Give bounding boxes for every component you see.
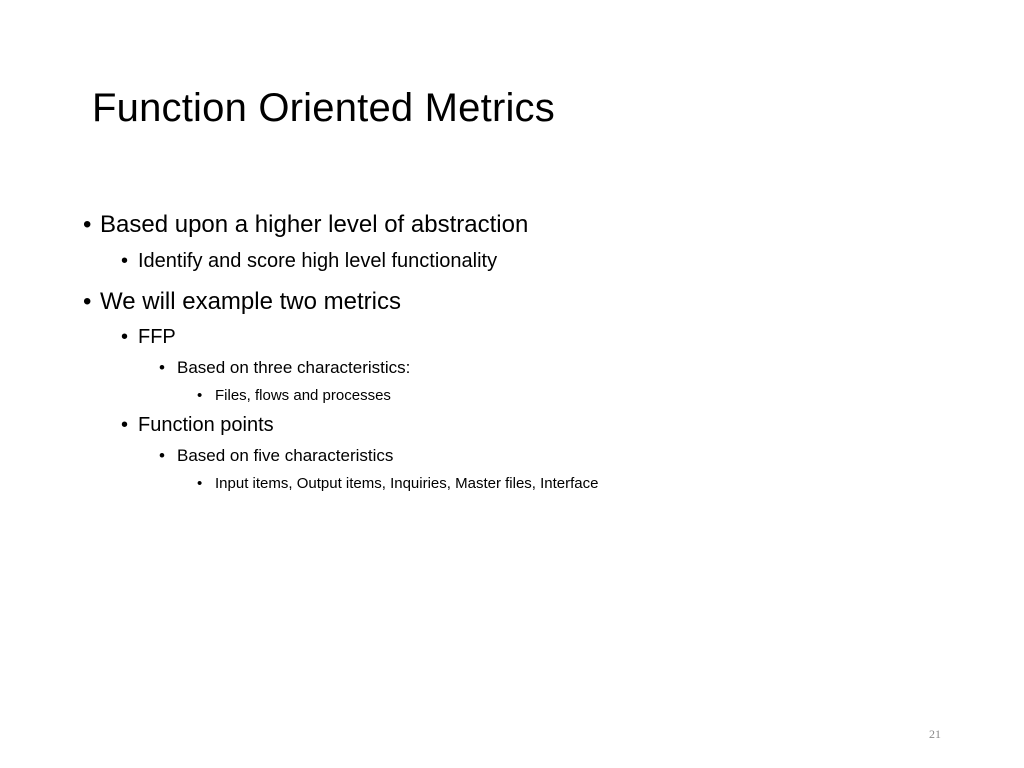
bullet-dot-icon: • bbox=[197, 387, 203, 404]
bullet-dot-icon: • bbox=[159, 358, 165, 377]
bullet-dot-icon: • bbox=[83, 288, 92, 315]
bullet-text: Based on three characteristics: bbox=[177, 358, 411, 377]
slide-number: 21 bbox=[929, 727, 941, 741]
bullet-dot-icon: • bbox=[121, 326, 129, 348]
bullet-text: Based upon a higher level of abstraction bbox=[100, 211, 529, 238]
bullet-text: Files, flows and processes bbox=[215, 387, 391, 404]
bullet-item bbox=[159, 359, 410, 376]
bullet-text: FFP bbox=[138, 326, 176, 348]
bullet-item bbox=[159, 447, 393, 464]
bullet-text: Identify and score high level functionality bbox=[138, 250, 498, 272]
bullet-item bbox=[197, 388, 391, 403]
bullet-dot-icon: • bbox=[121, 414, 129, 436]
slide-title: Function Oriented Metrics bbox=[92, 86, 555, 130]
bullet-text: Based on five characteristics bbox=[177, 446, 394, 465]
bullet-item bbox=[197, 476, 599, 491]
bullet-dot-icon: • bbox=[197, 475, 203, 492]
bullet-dot-icon: • bbox=[159, 446, 165, 465]
bullet-text: We will example two metrics bbox=[100, 288, 401, 315]
bullet-text: Function points bbox=[138, 414, 274, 436]
bullet-item bbox=[83, 213, 528, 237]
bullet-item bbox=[121, 251, 497, 271]
bullet-text: Input items, Output items, Inquiries, Master files, Interface bbox=[215, 475, 599, 492]
bullet-dot-icon: • bbox=[83, 211, 92, 238]
bullet-item bbox=[121, 327, 176, 347]
bullet-item bbox=[83, 290, 401, 314]
bullet-dot-icon: • bbox=[121, 250, 129, 272]
bullet-item bbox=[121, 415, 274, 435]
